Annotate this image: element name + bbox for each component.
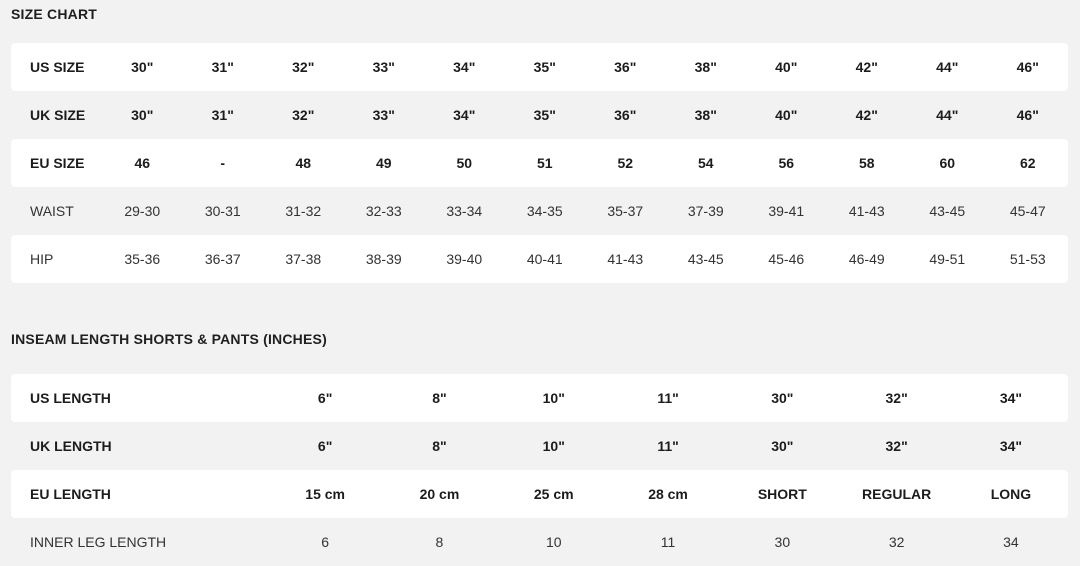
table-cell: 28 cm (611, 470, 725, 518)
row-label: INNER LEG LENGTH (11, 518, 268, 566)
table-cell: 11 (611, 518, 725, 566)
table-cell: LONG (954, 470, 1068, 518)
row-label: US SIZE (11, 43, 102, 91)
table-row-uk-size (11, 91, 1068, 139)
table-cell: 39-40 (424, 235, 505, 283)
table-cell: 32" (839, 374, 953, 422)
size-chart-table (11, 43, 1068, 283)
table-cell: 35" (505, 91, 586, 139)
table-cell: 8" (382, 422, 496, 470)
inseam-chart-table (11, 374, 1068, 566)
table-cell: 31" (183, 43, 264, 91)
table-cell: 34" (954, 374, 1068, 422)
table-cell: 10" (497, 374, 611, 422)
table-cell: 38" (666, 91, 747, 139)
table-cell: 40" (746, 91, 827, 139)
table-cell: 39-41 (746, 187, 827, 235)
table-cell: 34" (954, 422, 1068, 470)
table-row-hip (11, 235, 1068, 283)
table-cell: 35-36 (102, 235, 183, 283)
table-cell: 30 (725, 518, 839, 566)
row-label: WAIST (11, 187, 102, 235)
table-cell: 37-38 (263, 235, 344, 283)
table-cell: 41-43 (585, 235, 666, 283)
row-label: US LENGTH (11, 374, 268, 422)
table-cell: 11" (611, 374, 725, 422)
table-cell: 44" (907, 43, 988, 91)
table-cell: 45-47 (988, 187, 1069, 235)
table-cell: 43-45 (666, 235, 747, 283)
table-cell: 42" (827, 91, 908, 139)
table-cell: SHORT (725, 470, 839, 518)
table-row-us-size (11, 43, 1068, 91)
table-cell: 58 (827, 139, 908, 187)
table-cell: 33-34 (424, 187, 505, 235)
row-label: EU SIZE (11, 139, 102, 187)
table-cell: 49-51 (907, 235, 988, 283)
table-cell: 31" (183, 91, 264, 139)
table-cell: 10" (497, 422, 611, 470)
table-cell: 56 (746, 139, 827, 187)
table-row-eu-length (11, 470, 1068, 518)
table-cell: 44" (907, 91, 988, 139)
table-cell: 30" (102, 91, 183, 139)
table-cell: 35" (505, 43, 586, 91)
table-cell: 6 (268, 518, 382, 566)
table-cell: 40" (746, 43, 827, 91)
table-cell: 30" (725, 374, 839, 422)
table-cell: 40-41 (505, 235, 586, 283)
table-cell: 45-46 (746, 235, 827, 283)
table-cell: 34 (954, 518, 1068, 566)
inseam-chart-title: INSEAM LENGTH SHORTS & PANTS (INCHES) (11, 331, 327, 347)
table-cell: 34" (424, 91, 505, 139)
table-cell: 46" (988, 43, 1069, 91)
table-cell: 36-37 (183, 235, 264, 283)
table-cell: 38-39 (344, 235, 425, 283)
table-cell: 46" (988, 91, 1069, 139)
table-cell: 49 (344, 139, 425, 187)
table-cell: 30-31 (183, 187, 264, 235)
size-chart-title: SIZE CHART (11, 6, 97, 22)
table-row-us-length (11, 374, 1068, 422)
table-cell: 6" (268, 374, 382, 422)
table-cell: 34-35 (505, 187, 586, 235)
table-cell: 8" (382, 374, 496, 422)
table-cell: 52 (585, 139, 666, 187)
table-cell: 54 (666, 139, 747, 187)
table-cell: 46-49 (827, 235, 908, 283)
row-label: HIP (11, 235, 102, 283)
table-cell: 42" (827, 43, 908, 91)
table-cell: 50 (424, 139, 505, 187)
table-cell: 34" (424, 43, 505, 91)
row-label: EU LENGTH (11, 470, 268, 518)
table-cell: 29-30 (102, 187, 183, 235)
table-cell: 36" (585, 43, 666, 91)
table-cell: 6" (268, 422, 382, 470)
table-cell: 10 (497, 518, 611, 566)
table-cell: 62 (988, 139, 1069, 187)
table-cell: 32" (839, 422, 953, 470)
table-cell: 8 (382, 518, 496, 566)
table-cell: 60 (907, 139, 988, 187)
table-cell: 15 cm (268, 470, 382, 518)
table-cell: 43-45 (907, 187, 988, 235)
table-cell: REGULAR (839, 470, 953, 518)
table-cell: 37-39 (666, 187, 747, 235)
table-row-waist (11, 187, 1068, 235)
table-cell: - (183, 139, 264, 187)
table-cell: 20 cm (382, 470, 496, 518)
table-cell: 35-37 (585, 187, 666, 235)
table-cell: 51-53 (988, 235, 1069, 283)
table-cell: 32 (839, 518, 953, 566)
table-cell: 32-33 (344, 187, 425, 235)
table-cell: 33" (344, 43, 425, 91)
table-cell: 30" (102, 43, 183, 91)
table-cell: 31-32 (263, 187, 344, 235)
table-cell: 48 (263, 139, 344, 187)
table-cell: 38" (666, 43, 747, 91)
table-cell: 32" (263, 43, 344, 91)
table-cell: 41-43 (827, 187, 908, 235)
table-cell: 30" (725, 422, 839, 470)
table-row-inner-leg-length (11, 518, 1068, 566)
table-cell: 51 (505, 139, 586, 187)
table-cell: 11" (611, 422, 725, 470)
table-row-uk-length (11, 422, 1068, 470)
table-cell: 25 cm (497, 470, 611, 518)
row-label: UK SIZE (11, 91, 102, 139)
table-cell: 32" (263, 91, 344, 139)
table-row-eu-size (11, 139, 1068, 187)
table-cell: 33" (344, 91, 425, 139)
row-label: UK LENGTH (11, 422, 268, 470)
table-cell: 36" (585, 91, 666, 139)
table-cell: 46 (102, 139, 183, 187)
